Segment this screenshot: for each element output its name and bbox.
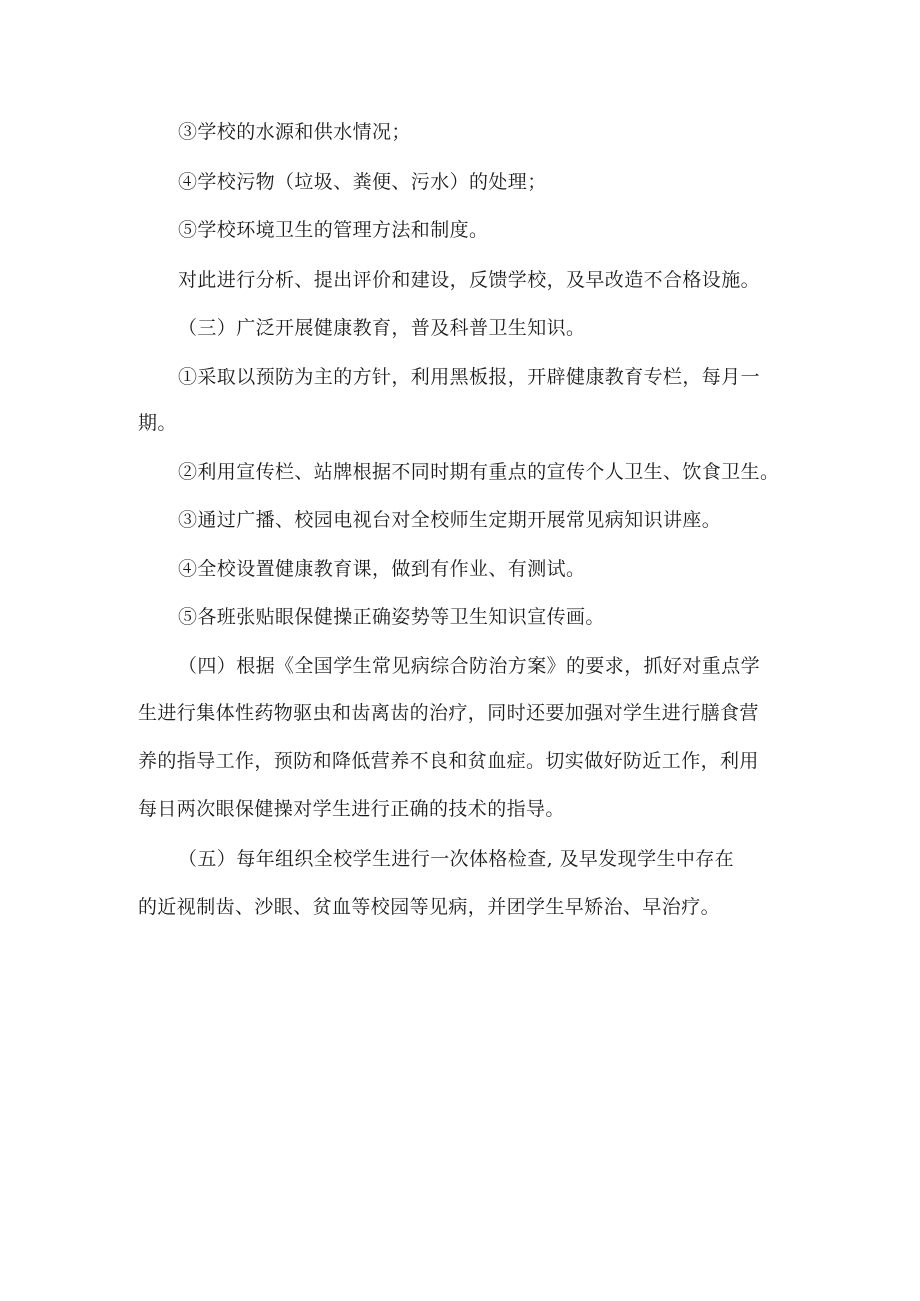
paragraph-hygiene-management: ⑤学校环境卫生的管理方法和制度。 — [178, 219, 489, 241]
section-five-line2: 的近视制齿、沙眼、贫血等校园等见病，并团学生早矫治、早治疗。 — [138, 896, 721, 918]
section-four-line2: 生进行集体性药物驱虫和齿离齿的治疗，同时还要加强对学生进行膳食营 — [138, 702, 759, 724]
paragraph-blackboard-line1: ①采取以预防为主的方针，利用黑板报，开辟健康教育专栏，每月一 — [178, 366, 761, 388]
paragraph-health-class: ④全校设置健康教育课，做到有作业、有测试。 — [178, 558, 586, 580]
paragraph-waste-disposal: ④学校污物（垃圾、粪便、污水）的处理； — [178, 171, 547, 193]
paragraph-water-supply: ③学校的水源和供水情况； — [178, 121, 411, 143]
paragraph-analysis-conclusion: 对此进行分析、提出评价和建设，反馈学校，及早改造不合格设施。 — [178, 269, 761, 291]
paragraph-broadcast-lectures: ③通过广播、校园电视台对全校师生定期开展常见病知识讲座。 — [178, 509, 722, 531]
section-three-heading: （三）广泛开展健康教育，普及科普卫生知识。 — [178, 317, 586, 339]
section-five-line1: （五）每年组织全校学生进行一次体格检查, 及早发现学生中存在 — [178, 848, 735, 870]
paragraph-blackboard-line2: 期。 — [138, 412, 177, 434]
paragraph-bulletin-board: ②利用宣传栏、站牌根据不同时期有重点的宣传个人卫生、饮食卫生。 — [178, 461, 780, 483]
section-four-line4: 每日两次眼保健操对学生进行正确的技术的指导。 — [138, 798, 565, 820]
section-four-line1: （四）根据《全国学生常见病综合防治方案》的要求，抓好对重点学 — [178, 655, 761, 677]
paragraph-posters: ⑤各班张贴眼保健操正确姿势等卫生知识宣传画。 — [178, 606, 605, 628]
section-four-line3: 养的指导工作，预防和降低营养不良和贫血症。切实做好防近工作，利用 — [138, 750, 759, 772]
